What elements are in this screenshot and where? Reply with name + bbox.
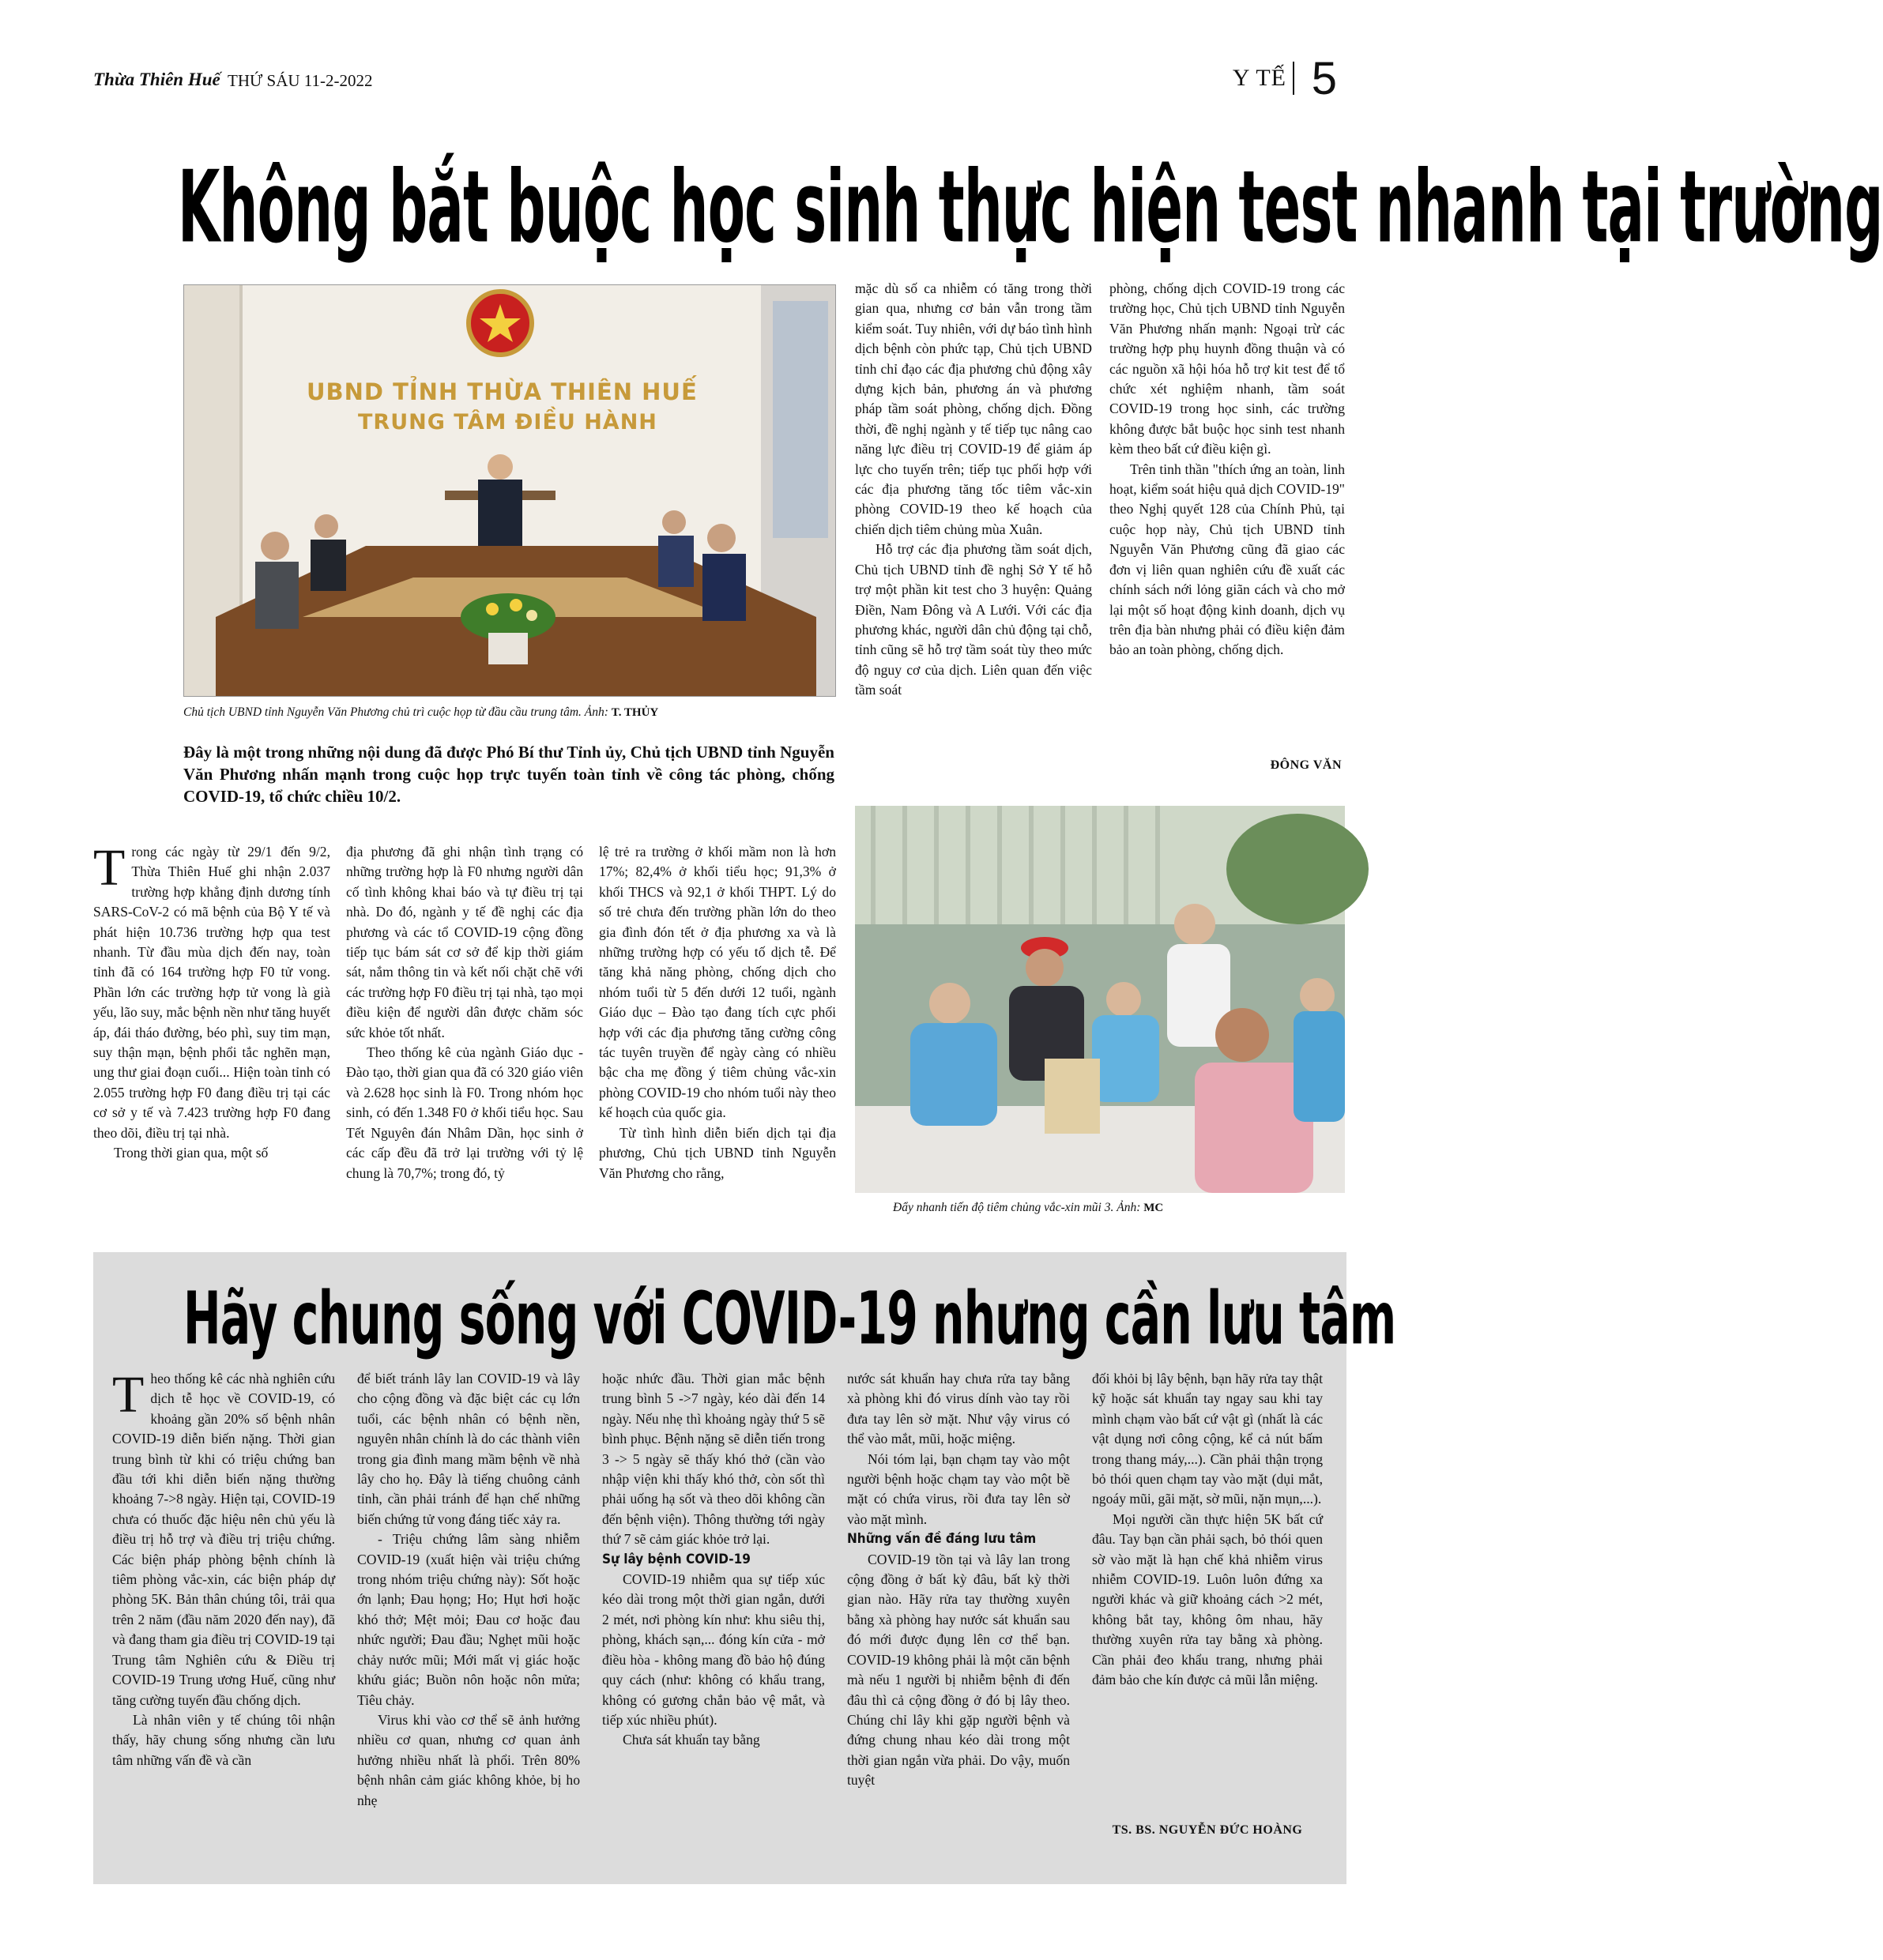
meeting-photo [183,284,836,697]
article1-col3 [599,842,836,1183]
article1-author: ĐÔNG VĂN [1270,758,1342,772]
paragraph: Theo thống kê của ngành Giáo dục - Đào tạo, thời gian qua đã có 320 giáo viên và 2.628 học sinh là F0. Trong nhóm học sinh, có đến 1.348 F0 ở khối tiểu học. Sau Tết Nguyên đán Nhâm Dần, học sinh ở các cấp đều đã trở lại trường với tỷ lệ chung là 70,7%; trong đó, tỷ [346,1044,583,1181]
sign-line-2: TRUNG TÂM ĐIỀU HÀNH [358,410,657,435]
paragraph: Mọi người cần thực hiện 5K bất cứ đâu. Tay bạn cần phải sạch, bỏ thói quen sờ vào mặt là hạn chế khả nhiễm virus nhiễm COVID-19. Luôn luôn đứng xa người khác và giữ khoảng cách >2 mét, không bắt tay, không ôm nhau, hãy thường xuyên rửa tay bằng xà phòng. Cần phải đeo khẩu trang, nhưng phải đảm bảo che kín được cả mũi lẫn miệng. [1092,1510,1323,1688]
paragraph: COVID-19 nhiễm qua sự tiếp xúc kéo dài trong một thời gian ngắn, dưới 2 mét, nơi phòng kín như: khu siêu thị, phòng, khách sạn,... đóng kín cửa - mở điều hòa - không mang đồ bảo hộ đúng quy cách (như: không có khẩu trang, không có gương chắn bảo vệ mắt, và tiếp xúc nhiều phút). [602,1571,825,1728]
vaccination-photo-illustration [855,806,1345,1193]
issue-date: THỨ SÁU 11-2-2022 [228,71,373,90]
photo2-caption: Đẩy nhanh tiến độ tiêm chủng vắc-xin mũi 3. Ảnh: MC [893,1201,1164,1214]
article2-col1 [112,1366,335,1770]
paragraph: đối khỏi bị lây bệnh, bạn hãy rửa tay thật kỹ hoặc sát khuẩn tay ngay sau khi tay mình chạm vào bất cứ vật gì (nhất là các vật dụng nơi công cộng, kể cả nút bấm trong thang máy,...). Cần phải thận trọng bỏ thói quen chạm tay vào mặt (dụi mắt, ngoáy mũi, gãi mặt, sờ mũi, nặn mụn,...). [1092,1371,1323,1507]
paragraph: địa phương đã ghi nhận tình trạng có những trường hợp là F0 nhưng người dân cố tình không khai báo và tự điều trị tại nhà. Do đó, ngành y tế đề nghị các địa phương và các tổ COVID-19 cộng đồng tiếp tục bám sát cơ sở để kịp thời giám sát, nắm thông tin và kết nối chặt chẽ với các trường hợp F0 điều trị tại nhà, tạo mọi điều kiện để người dân được chăm sóc sức khỏe tốt nhất. [346,844,583,1040]
article2-col2 [357,1369,580,1811]
article2-col4 [847,1369,1070,1791]
dropcap: T [112,1366,145,1424]
sign-line-1: UBND TỈNH THỪA THIÊN HUẾ [307,378,698,405]
section-label: Y TẾ [1232,65,1286,91]
paragraph: heo thống kê các nhà nghiên cứu dịch tễ học về COVID-19, có khoảng gần 20% số bệnh nhân COVID-19 diễn biến nặng. Thời gian trung bình từ khi có triệu chứng ban đầu tới khi diễn biến nặng thường khoảng 7->8 ngày. Hiện tại, COVID-19 chưa có thuốc đặc hiệu nên chủ yếu là điều trị hỗ trợ và điều trị triệu chứng. Các biện pháp phòng bệnh chính là tiêm phòng vắc-xin, các biện pháp dự phòng 5K. Bản thân chúng tôi, trải qua trên 2 năm (đầu năm 2020 đến nay), đã và đang tham gia điều trị COVID-19 tại Trung tâm Nghiên cứu & Điều trị COVID-19 Trung ương Huế, cũng như tăng cường tuyến đầu chống dịch. [112,1371,335,1708]
article1-col1 [93,839,330,1164]
page-header [93,53,1342,104]
article1-lead: Đây là một trong những nội dung đã được Phó Bí thư Tỉnh ủy, Chủ tịch UBND tỉnh Nguyễn Văn Phương nhấn mạnh trong cuộc họp trực tuyến toàn tỉnh về công tác phòng, chống COVID-19, tổ chức chiều 10/2. [183,743,834,806]
paragraph: để biết tránh lây lan COVID-19 và lây cho cộng đồng và đặc biệt các cụ lớn tuổi, các bệnh nhân có bệnh nền, nguyên nhân chính là do các thành viên trong gia đình mang mầm bệnh về nhà lây cho họ. Đây là tiếng chuông cảnh tỉnh, cần phải tránh để hạn chế những biến chứng tử vong đáng tiếc xảy ra. [357,1371,580,1527]
paragraph: lệ trẻ ra trường ở khối mầm non là hơn 17%; 82,4% ở khối tiểu học; 91,3% ở khối THCS và 92,1 ở khối THPT. Lý do số trẻ chưa đến trường phần lớn do theo gia đình đón tết ở địa phương xa và là những trường hợp có yếu tố dịch tễ. Để tăng khả năng phòng, chống dịch cho nhóm tuổi từ 5 đến dưới 12 tuổi, ngành Giáo dục – Đào tạo đang tích cực phối hợp với các địa phương tăng cường công tác tuyên truyền để ngày càng có nhiều bậc cha mẹ đồng ý tiêm chủng vắc-xin phòng COVID-19 cho nhóm tuổi này theo kế hoạch của quốc gia. [599,844,836,1121]
dropcap: T [93,839,126,897]
paragraph: Là nhân viên y tế chúng tôi nhận thấy, hãy chung sống nhưng cần lưu tâm những vấn đề và cần [112,1711,335,1768]
article2-author: TS. BS. NGUYỄN ĐỨC HOÀNG [1112,1823,1303,1837]
paragraph: hoặc nhức đầu. Thời gian mắc bệnh trung bình 5 ->7 ngày, kéo dài đến 14 ngày. Nếu nhẹ thì khoảng ngày thứ 5 sẽ bình phục. Bệnh nặng sẽ diễn tiến trong 3 -> 5 ngày sẽ thấy khó thở (cần vào nhập viện khi thấy khó thở, còn sốt thì phải uống hạ sốt và theo dõi không cần đến bệnh viện). Thông thường tới ngày thứ 7 sẽ cảm giác khỏe trở lại. [602,1371,825,1548]
page-number: 5 [1311,53,1337,104]
paragraph: Trên tinh thần "thích ứng an toàn, linh hoạt, kiểm soát hiệu quả dịch COVID-19" theo Nghị quyết 128 của Chính Phủ, tại cuộc họp này, Chủ tịch UBND tỉnh Nguyễn Văn Phương cũng đã giao các đơn vị liên quan nghiên cứu đề xuất các chính sách nới lỏng giãn cách và cho mở lại một số hoạt động kinh doanh, dịch vụ trên địa bàn nhưng phải có điều kiện đảm bảo an toàn phòng, chống dịch. [1109,461,1345,658]
article2-col3 [602,1369,825,1751]
paragraph: Virus khi vào cơ thể sẽ ảnh hưởng nhiều cơ quan, nhưng cơ quan ảnh hưởng nhiều nhất là phổi. Trên 80% bệnh nhân cảm giác không khỏe, bị ho nhẹ [357,1711,580,1808]
paragraph: phòng, chống dịch COVID-19 trong các trường học, Chủ tịch UBND tỉnh Nguyễn Văn Phương nhấn mạnh: Ngoại trừ các trường hợp phụ huynh đồng thuận và có các nguồn xã hội hóa hỗ trợ kit test để tổ chức xét nghiệm nhanh, tầm soát COVID-19 trong học sinh, các trường không được bắt buộc học sinh test nhanh kèm theo bất cứ điều kiện gì. [1109,280,1345,457]
header-divider [1293,62,1294,95]
paragraph: mặc dù số ca nhiễm có tăng trong thời gian qua, nhưng cơ bản vẫn trong tầm kiểm soát. Tuy nhiên, với dự báo tình hình dịch bệnh còn phức tạp, Chủ tịch UBND tỉnh chỉ đạo các địa phương chủ động xây dựng kịch bản, phương án và phương pháp tầm soát phòng, chống dịch. Đồng thời, đề nghị ngành y tế tiếp tục nâng cao năng lực điều trị COVID-19 để giảm áp lực cho tuyến trên; tiếp tục phối hợp với các địa phương tăng tốc tiêm vắc-xin phòng COVID-19 theo kế hoạch của chiến dịch tiêm chủng mùa Xuân. [855,280,1092,537]
article1-col2 [346,842,583,1183]
paragraph: Từ tình hình diễn biến dịch tại địa phương, Chủ tịch UBND tỉnh Nguyễn Văn Phương cho rằng, [599,1124,836,1181]
paragraph: Nói tóm lại, bạn chạm tay vào một người bệnh hoặc chạm tay vào một bề mặt có chứa virus, rồi đưa tay lên sờ vào mặt mình. [847,1450,1070,1527]
paper-name: Thừa Thiên Huế [93,70,220,89]
paragraph: Trong thời gian qua, một số [114,1145,269,1161]
article1-col5 [1109,279,1345,660]
subhead: Sự lây bệnh COVID-19 [602,1551,751,1567]
subhead: Những vấn đề đáng lưu tâm [847,1531,1037,1548]
paragraph: - Triệu chứng lâm sàng nhiễm COVID-19 (xuất hiện vài triệu chứng trong nhóm triệu chứng này): Sốt hoặc ớn lạnh; Đau họng; Ho; Hụt hơi hoặc khó thở; Mệt mỏi; Đau cơ hoặc đau nhức người; Đau đầu; Nghẹt mũi hoặc chảy nước mũi; Mới mất vị giác hoặc khứu giác; Buồn nôn hoặc nôn mửa; Tiêu chảy. [357,1531,580,1708]
paragraph: Chưa sát khuẩn tay bằng [623,1732,760,1748]
vaccination-photo [855,806,1345,1193]
paragraph: rong các ngày từ 29/1 đến 9/2, Thừa Thiên Huế ghi nhận 2.037 trường hợp khẳng định dương tính SARS-CoV-2 có mã bệnh của Bộ Y tế và phát hiện 10.736 trường hợp qua test nhanh. Từ đầu mùa dịch đến nay, toàn tỉnh đã có 164 trường hợp F0 tử vong. Phần lớn các trường hợp tử vong là già yếu, lão suy, mắc bệnh nền như tăng huyết áp, đái tháo đường, béo phì, suy tim mạn, suy thận mạn, bệnh phổi tắc nghẽn mạn, ung thư giai đoạn cuối... Hiện toàn tỉnh có 2.055 trường hợp F0 đang điều trị tại các cơ sở y tế và 7.423 trường hợp F0 đang theo dõi, điều trị tại nhà. [93,844,330,1141]
article1-headline: Không bắt buộc học sinh thực hiện test nhanh tại trường [178,150,1883,266]
article2-col5 [1092,1369,1323,1691]
paragraph: COVID-19 tồn tại và lây lan trong cộng đồng ở bất kỳ đâu, bất kỳ thời gian nào. Hãy rửa tay thường xuyên bằng xà phòng hay nước sát khuẩn sau đó mới được đụng lên cơ thể bạn. COVID-19 không phải là một căn bệnh mà nếu 1 người bị nhiễm bệnh đi đến đâu thì cả cộng đồng ở đó bị lây theo. Chúng chỉ lây khi gặp người bệnh và đứng chung nhau kéo dài trong một thời gian ngắn vừa phải. Do vậy, muốn tuyệt [847,1551,1070,1789]
paragraph: Hỗ trợ các địa phương tầm soát dịch, Chủ tịch UBND tỉnh đề nghị Sở Y tế hỗ trợ một phần kit test cho 3 huyện: Quảng Điền, Nam Đông và A Lưới. Với các địa phương khác, người dân chủ động tại chỗ, tỉnh cũng sẽ hỗ trợ tầm soát tùy theo mức độ nguy cơ của dịch. Liên quan đến việc tầm soát [855,541,1092,698]
article1-col4 [855,279,1092,701]
paragraph: nước sát khuẩn hay chưa rửa tay bằng xà phòng khi đó virus dính vào tay rồi đưa tay lên sờ mặt. Như vậy virus có thể vào mắt, mũi, hoặc miệng. [847,1371,1070,1447]
photo1-caption: Chủ tịch UBND tỉnh Nguyễn Văn Phương chủ trì cuộc họp từ đầu cầu trung tâm. Ảnh: T. THỦY [183,705,659,719]
article2-headline: Hãy chung sống với COVID-19 nhưng cần lưu tâm [183,1276,1396,1361]
meeting-photo-illustration [184,285,835,696]
